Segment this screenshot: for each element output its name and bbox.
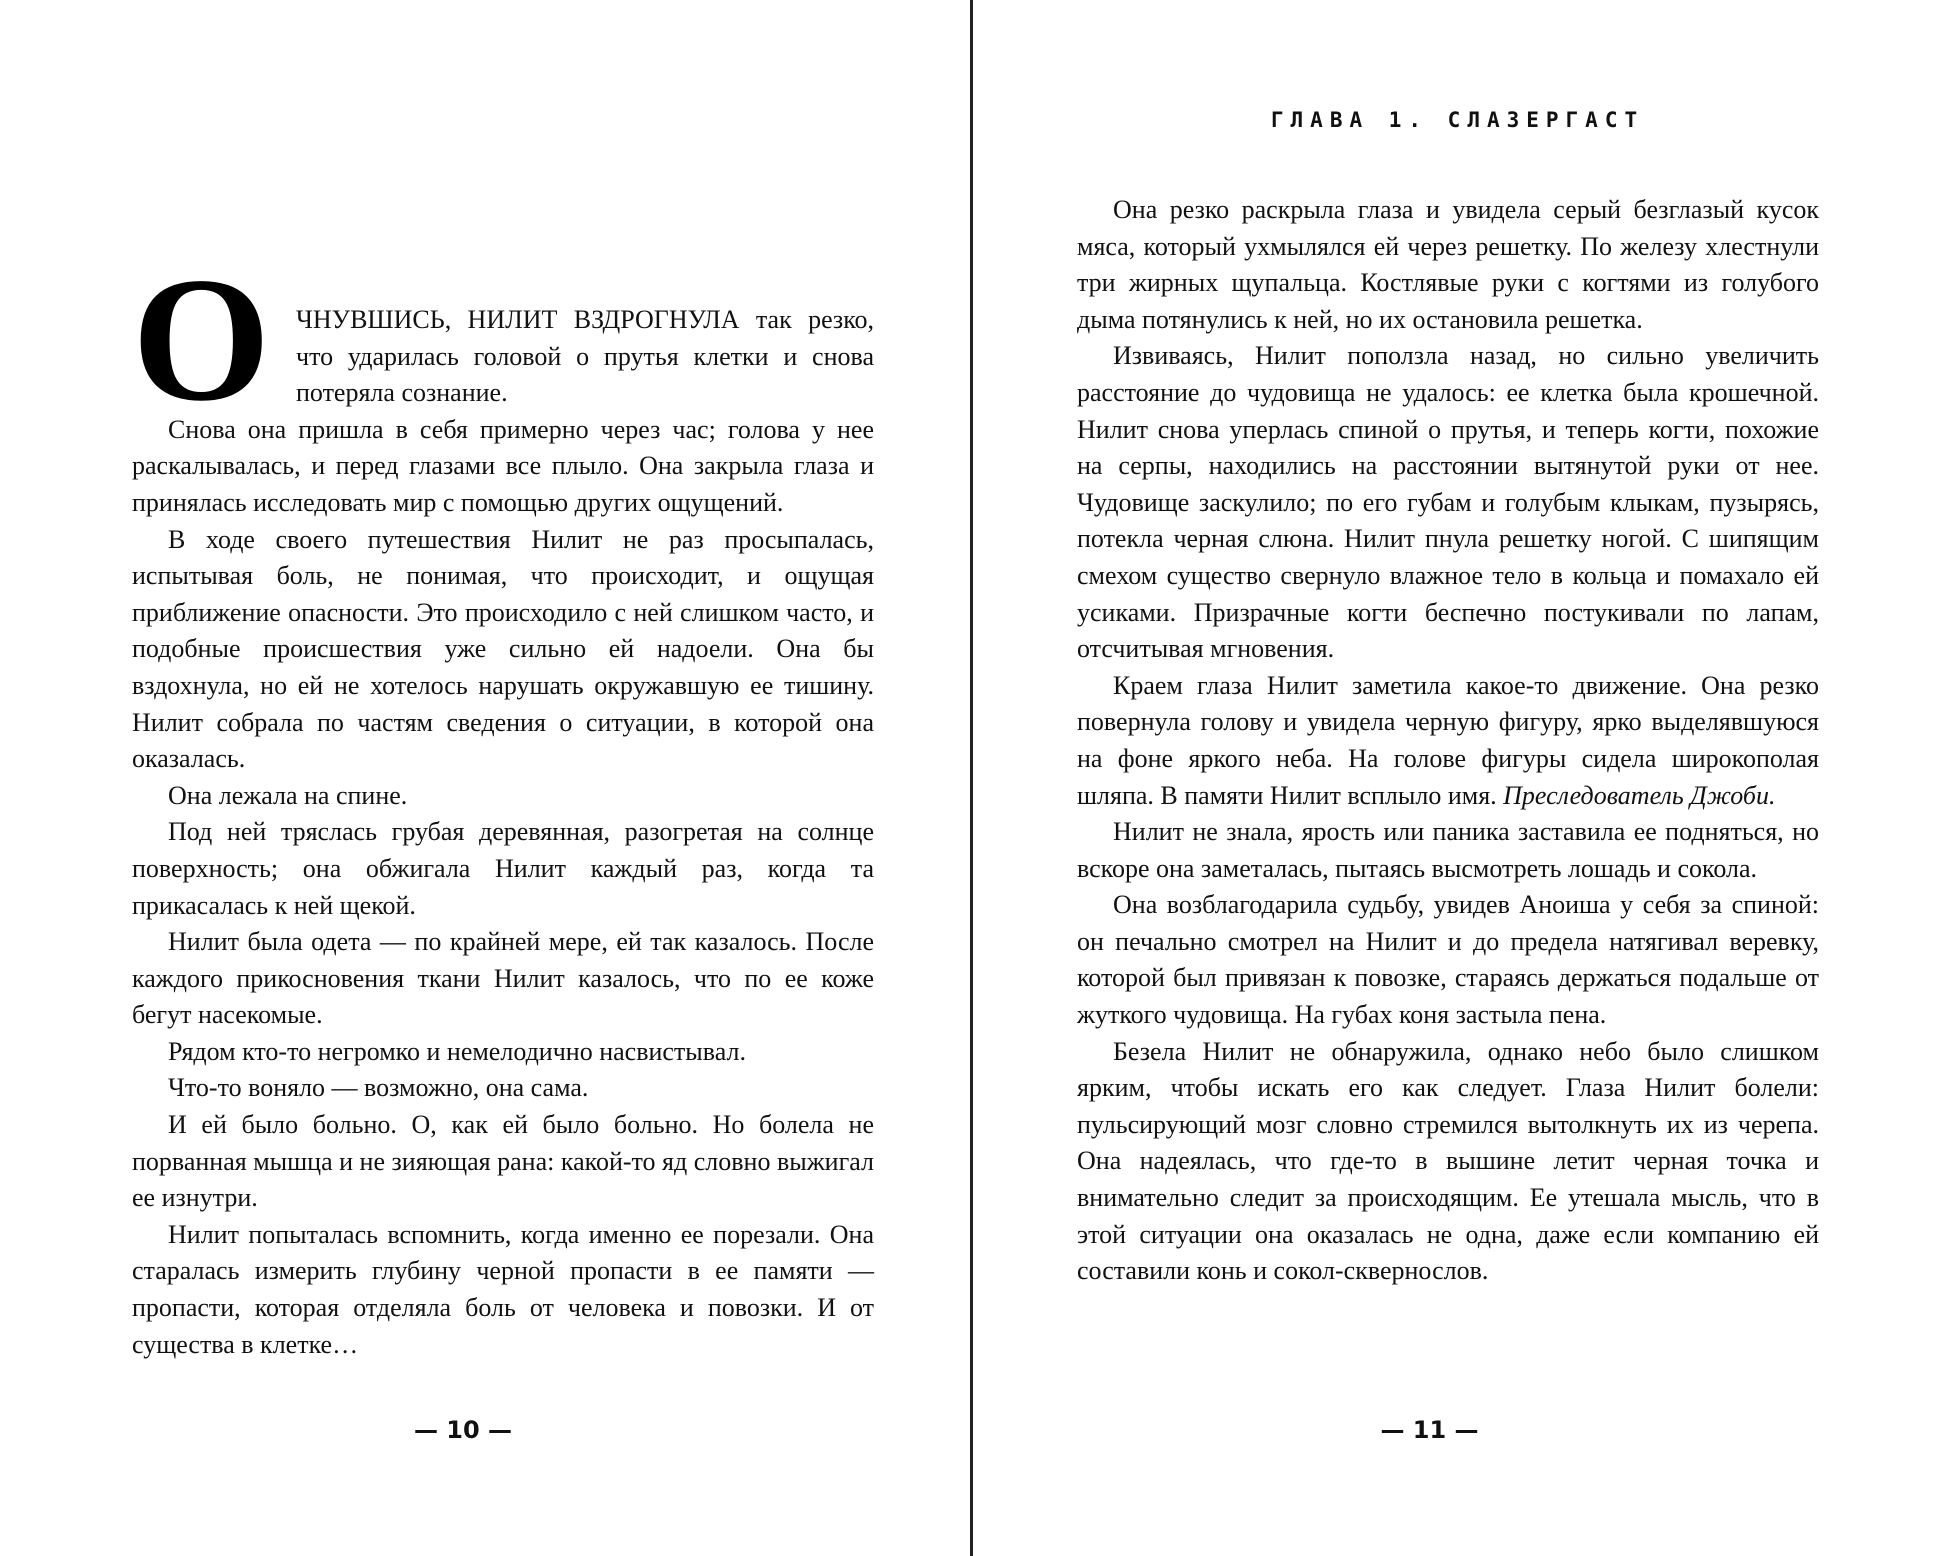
- paragraph: Она возблагодарила судьбу, увидев Аноиша у себя за спиной: он печально смотрел на Нилит и до предела натягивал веревку, которой был привязан к повозке, стараясь держаться подальше от жуткого чудовища. На губах коня застыла пена.: [1077, 890, 1819, 1030]
- paragraph: Снова она пришла в себя примерно через час; голова у нее раскалывалась, и перед глазами все плыло. Она закрыла глаза и принялась исследовать мир с помощью других ощущений.: [132, 414, 874, 517]
- paragraph: Она лежала на спине.: [168, 780, 408, 810]
- paragraph: Извиваясь, Нилит поползла назад, но сильно увеличить расстояние до чудовища не удалось: ее клетка была крошечной. Нилит снова уперлась спиной о прутья, и теперь когти, похожие на серпы, находились на расстоянии вытянутой руки от нее. Чудовище заскулило; по его губам и голубым клыкам, пузырясь, потекла черная слюна. Нилит пнула решетку ногой. С шипящим смехом существо свернуло влажное тело в кольца и помахало ей усиками. Призрачные когти беспечно постукивали по лапам, отсчитывая мгновения.: [1077, 341, 1819, 664]
- page-number-right: — 11 —: [1380, 1416, 1479, 1444]
- paragraph: И ей было больно. О, как ей было больно. Но болела не порванная мышца и не зияющая рана: какой-то яд словно выжигал ее изнутри.: [132, 1110, 874, 1213]
- paragraph: Что-то воняло — возможно, она сама.: [168, 1073, 589, 1103]
- paragraph: Рядом кто-то негромко и немелодично насвистывал.: [168, 1036, 746, 1066]
- opening-lead-in: ЧНУВШИСЬ, НИЛИТ ВЗДРОГНУЛА: [296, 305, 740, 334]
- opening-rest: так резко, что ударилась головой о прутья клетки и снова потеряла сознание.: [296, 305, 875, 408]
- left-page: [0, 0, 970, 1556]
- paragraph: Нилит была одета — по крайней мере, ей так казалось. После каждого прикосновения ткани Нилит казалось, что по ее коже бегут насекомые.: [132, 927, 874, 1030]
- right-page-text: [1077, 192, 1819, 1290]
- right-page: [973, 0, 1942, 1556]
- paragraph: Нилит попыталась вспомнить, когда именно ее порезали. Она старалась измерить глубину черной пропасти в ее памяти — пропасти, которая отделяла боль от человека и повозки. И от существа в клетке…: [132, 1219, 874, 1359]
- page-number-left: — 10 —: [413, 1416, 513, 1444]
- italic-phrase: Преследователь Джоби.: [1503, 780, 1776, 810]
- running-head: ГЛАВА 1. СЛАЗЕРГАСТ: [1270, 108, 1645, 132]
- paragraph-with-italic: [1077, 668, 1819, 814]
- paragraph: В ходе своего путешествия Нилит не раз просыпалась, испытывая боль, не понимая, что происходит, и ощущая приближение опасности. Это происходило с ней слишком часто, и подобные происшествия уже сильно ей надоели. Она бы вздохнула, но ей не хотелось нарушать окружавшую ее тишину. Нилит собрала по частям сведения о ситуации, в которой она оказалась.: [132, 524, 874, 774]
- paragraph-text: Краем глаза Нилит заметила какое-то движение. Она резко повернула голову и увидела черную фигуру, ярко выделявшуюся на фоне яркого неба. На голове фигуры сидела широкополая шляпа. В памяти Нилит всплыло имя.: [1077, 670, 1819, 810]
- left-page-text: [132, 240, 875, 1363]
- paragraph: Безела Нилит не обнаружила, однако небо было слишком ярким, чтобы искать его как следует. Глаза Нилит болели: пульсирующий мозг словно стремился вытолкнуть их из черепа. Она надеялась, что где-то в вышине летит черная точка и внимательно следит за происходящим. Ее утешала мысль, что в этой ситуации она оказалась не одна, даже если компанию ей составили конь и сокол-сквернослов.: [1077, 1036, 1819, 1286]
- drop-cap: О: [132, 240, 271, 438]
- paragraph: Она резко раскрыла глаза и увидела серый безглазый кусок мяса, который ухмылялся ей через решетку. По железу хлестнули три жирных щупальца. Костлявые руки с когтями из голубого дыма потянулись к ней, но их остановила решетка.: [1077, 195, 1819, 334]
- paragraph: Нилит не знала, ярость или паника заставила ее подняться, но вскоре она заметалась, пытаясь высмотреть лошадь и сокола.: [1077, 817, 1819, 883]
- paragraph: Под ней тряслась грубая деревянная, разогретая на солнце поверхность; она обжигала Нилит каждый раз, когда та прикасалась к ней щекой.: [132, 817, 874, 920]
- opening-paragraph: [132, 240, 875, 438]
